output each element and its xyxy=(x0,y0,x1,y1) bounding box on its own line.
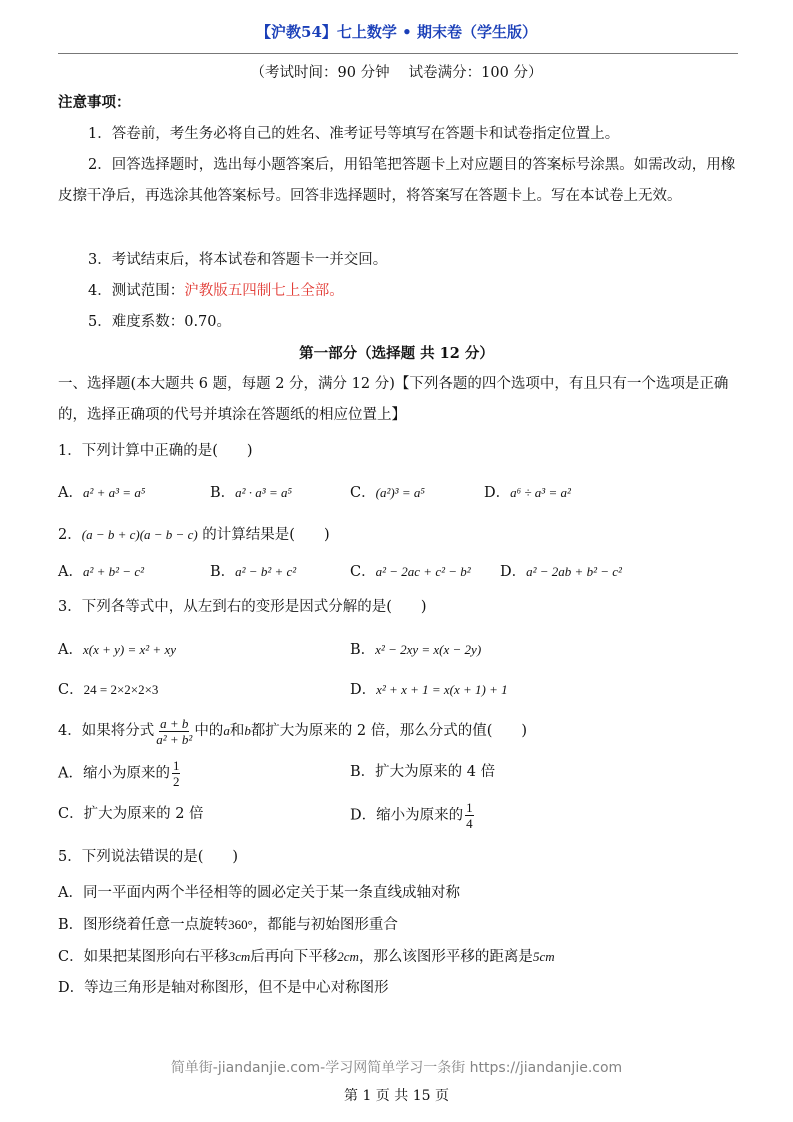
q1-stem: 1．下列计算中正确的是( ) xyxy=(58,443,253,459)
watermark: 简单街-jiandanjie.com-学习网简单学习一条街 https://jiandanjie.com xyxy=(170,1060,623,1076)
text: 24 = 2×2×2×3 xyxy=(83,682,159,697)
text: D． xyxy=(500,564,527,580)
text: a² − 2ab + b² − c² xyxy=(526,564,622,579)
text: 360° xyxy=(228,917,253,932)
text: 2cm xyxy=(337,949,359,964)
section-title: 第一部分（选择题 共 12 分） xyxy=(299,345,494,362)
q1-option-a[interactable] xyxy=(58,483,145,503)
note-3: 3．考试结束后，将本试卷和答题卡一并交回。 xyxy=(88,252,388,268)
section-intro: 一、选择题(本大题共 6 题，每题 2 分，满分 12 分)【下列各题的四个选项中，有且只有一个选项是正确的，选择正确项的代号并填涂在答题纸的相应位置上】 xyxy=(58,376,729,423)
text: D． xyxy=(350,682,377,698)
text: ，那么该图形平移的距离是 xyxy=(358,949,533,965)
text: a² − 2ac + c² − b² xyxy=(375,564,471,579)
text: 扩大为原来的 2 倍 xyxy=(83,806,204,822)
text: 2． xyxy=(58,527,82,543)
q3-option-b[interactable] xyxy=(350,640,481,660)
text: 缩小为原来的 xyxy=(376,807,464,824)
text: (a²)³ = a⁵ xyxy=(375,485,425,500)
header-divider xyxy=(58,53,738,54)
doc-title: 【沪教54】七上数学 • 期末卷（学生版） xyxy=(256,23,537,41)
text: a⁶ ÷ a³ = a² xyxy=(510,485,571,500)
q2-option-d[interactable] xyxy=(500,562,622,582)
text: 1 xyxy=(172,758,180,773)
text: 1 xyxy=(466,800,473,815)
q4-option-c[interactable] xyxy=(58,804,204,824)
notes-heading: 注意事项： xyxy=(58,94,131,111)
note-4 xyxy=(88,281,344,301)
text: C． xyxy=(350,485,376,501)
q1-option-b[interactable] xyxy=(210,483,292,503)
text: a + b xyxy=(160,715,189,731)
text: 都扩大为原来的 2 倍，那么分式的值( ) xyxy=(250,723,528,739)
text: B．图形绕着任意一点旋转 xyxy=(58,917,229,933)
text: ，都能与初始图形重合 xyxy=(252,917,398,933)
q3-option-c[interactable] xyxy=(58,680,158,700)
text: a² + b² − c² xyxy=(82,564,144,579)
q5-option-c[interactable] xyxy=(58,947,555,967)
text: C． xyxy=(58,806,84,822)
text: a² + a³ = a⁵ xyxy=(82,485,146,500)
text: B． xyxy=(210,485,236,501)
text: b xyxy=(244,723,251,738)
text: x(x + y) = x² + xy xyxy=(82,642,176,657)
note-5: 5．难度系数：0.70。 xyxy=(88,314,232,330)
note-4-label: 4．测试范围： xyxy=(88,283,185,299)
q4-option-d[interactable] xyxy=(350,800,476,831)
text: 2 xyxy=(172,774,180,789)
text: C． xyxy=(58,682,84,698)
text: C．如果把某图形向右平移 xyxy=(58,949,229,965)
text: D． xyxy=(484,485,511,501)
page-number: 第 1 页 共 15 页 xyxy=(344,1088,449,1104)
q5-option-d: D．等边三角形是轴对称图形，但不是中心对称图形 xyxy=(58,980,389,996)
text: a² · a³ = a⁵ xyxy=(235,485,292,500)
fraction xyxy=(172,758,181,789)
q1-option-c[interactable] xyxy=(350,483,425,503)
text: A． xyxy=(58,485,83,501)
text: 的计算结果是( ) xyxy=(197,527,330,543)
text: x² − 2xy = x(x − 2y) xyxy=(375,642,482,657)
text: a² − b² + c² xyxy=(235,564,297,579)
q2-stem xyxy=(58,525,330,545)
text: B． xyxy=(350,764,376,780)
text: 缩小为原来的 xyxy=(82,765,170,782)
q3-option-d[interactable] xyxy=(350,680,508,700)
text: 后再向下平移 xyxy=(250,949,338,965)
text: (a − b + c)(a − b − c) xyxy=(81,527,198,542)
text: x² + x + 1 = x(x + 1) + 1 xyxy=(376,682,508,697)
text: A． xyxy=(58,765,83,782)
q5-stem: 5．下列说法错误的是( ) xyxy=(58,849,239,865)
text: B． xyxy=(350,642,376,658)
text: 扩大为原来的 4 倍 xyxy=(375,764,496,780)
text: D． xyxy=(350,807,377,824)
text: A． xyxy=(58,564,83,580)
q3-stem: 3．下列各等式中，从左到右的变形是因式分解的是( ) xyxy=(58,599,427,615)
q2-option-a[interactable] xyxy=(58,562,144,582)
text: B． xyxy=(210,564,236,580)
text: 5cm xyxy=(532,949,555,964)
text: 中的 xyxy=(194,723,224,739)
q3-option-a[interactable] xyxy=(58,640,176,660)
text: 3cm xyxy=(228,949,251,964)
q5-option-a[interactable]: A．同一平面内两个半径相等的圆必定关于某一条直线成轴对称 xyxy=(58,885,460,901)
note-1: 1．答卷前，考生务必将自己的姓名、准考证号等填写在答题卡和试卷指定位置上。 xyxy=(88,126,620,142)
q4-option-b[interactable] xyxy=(350,762,495,782)
text: 和 xyxy=(229,723,245,739)
q1-option-d[interactable] xyxy=(484,483,571,503)
q4-fraction xyxy=(156,716,192,747)
note-2: 2．回答选择题时，选出每小题答案后，用铅笔把答题卡上对应题目的答案标号涂黑。如需改动，用橡皮擦干净后，再选涂其他答案标号。回答非选择题时，将答案写在答题卡上。写在本试卷上无效。 xyxy=(58,157,736,204)
q2-option-c[interactable] xyxy=(350,562,471,582)
text: A． xyxy=(58,642,83,658)
fraction xyxy=(465,800,474,831)
q2-option-b[interactable] xyxy=(210,562,296,582)
text: C． xyxy=(350,564,376,580)
text: 4．如果将分式 xyxy=(58,723,155,739)
note-4-value: 沪教版五四制七上全部。 xyxy=(184,283,344,299)
q4-stem xyxy=(58,714,527,748)
text: a² + b² xyxy=(156,731,193,747)
text: 4 xyxy=(466,816,473,831)
q4-option-a[interactable] xyxy=(58,758,182,789)
exam-info: （考试时间：90 分钟 试卷满分：100 分） xyxy=(250,65,543,81)
q5-option-b[interactable] xyxy=(58,915,398,935)
text: a xyxy=(223,723,230,738)
